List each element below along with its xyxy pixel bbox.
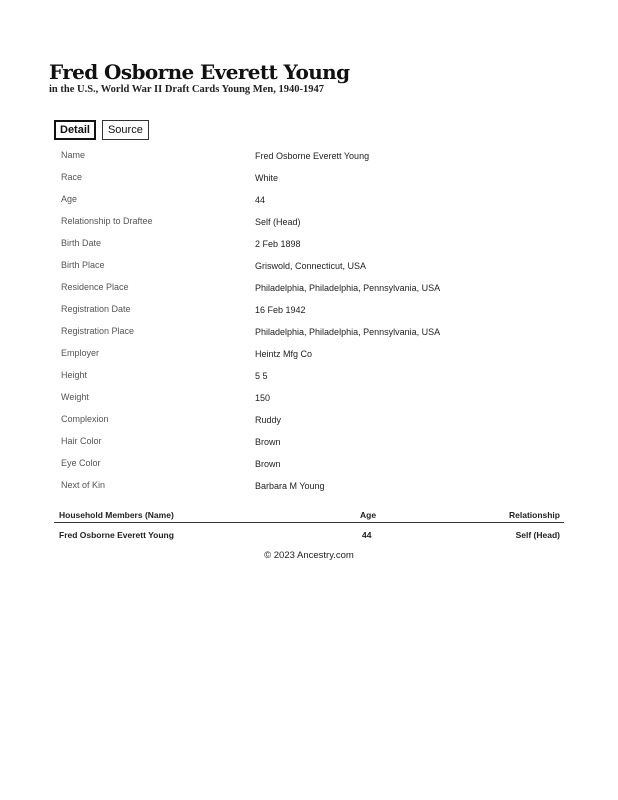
member-relationship: Self (Head) xyxy=(515,530,560,540)
detail-value: 2 Feb 1898 xyxy=(255,239,301,249)
page-title: Fred Osborne Everett Young xyxy=(49,60,350,84)
detail-label: Eye Color xyxy=(61,458,101,468)
detail-value: Brown xyxy=(255,459,281,469)
detail-row-registration-place xyxy=(61,321,581,343)
detail-value: 44 xyxy=(255,195,266,205)
detail-value: Barbara M Young xyxy=(255,481,325,491)
detail-label: Race xyxy=(61,172,83,182)
detail-row-birth-place xyxy=(61,255,581,277)
detail-row-age xyxy=(61,189,581,211)
detail-value: Philadelphia, Philadelphia, Pennsylvania, USA xyxy=(255,283,441,293)
member-age: 44 xyxy=(362,530,372,540)
tab-source[interactable]: Source xyxy=(102,120,149,140)
detail-value: White xyxy=(255,173,279,183)
detail-value: Philadelphia, Philadelphia, Pennsylvania, USA xyxy=(255,327,441,337)
detail-value: 150 xyxy=(255,393,271,403)
header-age: Age xyxy=(360,510,377,520)
detail-value: Heintz Mfg Co xyxy=(255,349,313,359)
detail-label: Hair Color xyxy=(61,436,102,446)
header-name: Household Members (Name) xyxy=(59,510,174,520)
copyright-footer: © 2023 Ancestry.com xyxy=(264,550,354,561)
detail-label: Registration Place xyxy=(61,326,135,336)
tab-detail[interactable]: Detail xyxy=(54,120,96,140)
detail-row-relationship xyxy=(61,211,581,233)
detail-row-birth-date xyxy=(61,233,581,255)
detail-row-height xyxy=(61,365,581,387)
detail-label: Weight xyxy=(61,392,89,402)
detail-value: Ruddy xyxy=(255,415,282,425)
detail-row-registration-date xyxy=(61,299,581,321)
detail-value: Griswold, Connecticut, USA xyxy=(255,261,367,271)
household-table xyxy=(54,506,564,545)
record-tabs xyxy=(54,120,149,140)
detail-row-eye-color xyxy=(61,453,581,475)
collection-subtitle: in the U.S., World War II Draft Cards Young Men, 1940-1947 xyxy=(49,84,324,95)
detail-label: Complexion xyxy=(61,414,109,424)
detail-label: Relationship to Draftee xyxy=(61,216,153,226)
detail-label: Name xyxy=(61,150,86,160)
table-row xyxy=(54,523,564,545)
detail-row-name xyxy=(61,145,581,167)
detail-label: Registration Date xyxy=(61,304,131,314)
detail-list xyxy=(61,145,581,497)
member-name: Fred Osborne Everett Young xyxy=(59,530,174,540)
detail-row-hair-color xyxy=(61,431,581,453)
detail-value: Fred Osborne Everett Young xyxy=(255,151,370,161)
detail-value: Self (Head) xyxy=(255,217,301,227)
detail-label: Birth Date xyxy=(61,238,102,248)
detail-label: Age xyxy=(61,194,78,204)
detail-row-next-of-kin xyxy=(61,475,581,497)
detail-row-weight xyxy=(61,387,581,409)
detail-label: Employer xyxy=(61,348,100,358)
detail-label: Height xyxy=(61,370,88,380)
detail-value: Brown xyxy=(255,437,281,447)
detail-row-employer xyxy=(61,343,581,365)
detail-label: Next of Kin xyxy=(61,480,106,490)
detail-label: Birth Place xyxy=(61,260,105,270)
header-relationship: Relationship xyxy=(508,510,560,520)
detail-row-residence-place xyxy=(61,277,581,299)
detail-value: 5 5 xyxy=(255,371,268,381)
detail-value: 16 Feb 1942 xyxy=(255,305,306,315)
detail-row-complexion xyxy=(61,409,581,431)
detail-label: Residence Place xyxy=(61,282,129,292)
household-table-header xyxy=(54,506,564,523)
detail-row-race xyxy=(61,167,581,189)
